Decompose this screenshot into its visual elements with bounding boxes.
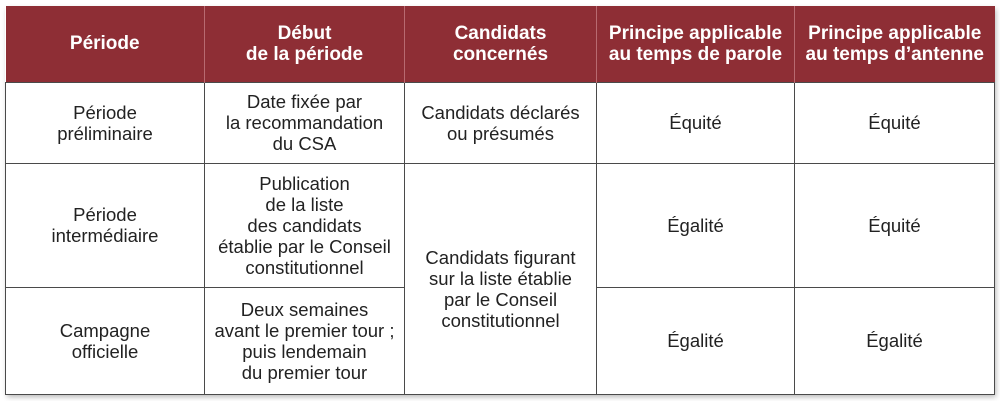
- cell-debut: Date fixée par la recommandation du CSA: [205, 82, 405, 163]
- cell-temps-antenne: Équité: [795, 163, 995, 287]
- cell-periode: Période préliminaire: [6, 82, 205, 163]
- cell-periode: Campagne officielle: [6, 287, 205, 394]
- table-row: [6, 163, 995, 287]
- table-container: [5, 6, 994, 394]
- cell-candidats-merged: Candidats figurant sur la liste établie par le Conseil constitutionnel: [405, 163, 597, 394]
- cell-temps-parole: Égalité: [597, 287, 795, 394]
- cell-debut: Deux semaines avant le premier tour ; puis lendemain du premier tour: [205, 287, 405, 394]
- cell-temps-parole: Équité: [597, 82, 795, 163]
- cell-debut: Publication de la liste des candidats établie par le Conseil constitutionnel: [205, 163, 405, 287]
- header-periode: Période: [6, 6, 205, 82]
- header-temps-antenne: Principe applicable au temps d’antenne: [795, 6, 995, 82]
- header-candidats: Candidats concernés: [405, 6, 597, 82]
- header-debut: Début de la période: [205, 6, 405, 82]
- header-temps-parole: Principe applicable au temps de parole: [597, 6, 795, 82]
- cell-temps-antenne: Équité: [795, 82, 995, 163]
- table-row: [6, 82, 995, 163]
- election-periods-table: [5, 6, 995, 395]
- cell-temps-antenne: Égalité: [795, 287, 995, 394]
- cell-periode: Période intermédiaire: [6, 163, 205, 287]
- table-header-row: [6, 6, 995, 82]
- cell-temps-parole: Égalité: [597, 163, 795, 287]
- cell-candidats: Candidats déclarés ou présumés: [405, 82, 597, 163]
